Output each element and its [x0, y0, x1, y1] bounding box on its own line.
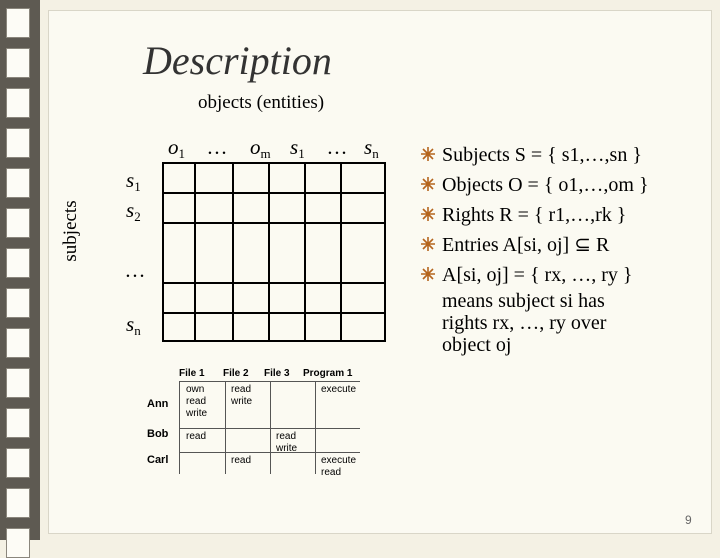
column-header: …: [208, 135, 227, 159]
definition-text: Rights R = { r1,…,rk }: [442, 204, 627, 226]
definition-item: [420, 230, 690, 260]
definition-continuation: means subject si has: [442, 290, 605, 312]
film-hole: [6, 208, 30, 238]
bullet-icon: [420, 176, 436, 192]
definition-item: [420, 200, 690, 230]
film-hole: [6, 248, 30, 278]
film-hole: [6, 488, 30, 518]
example-cell: read: [186, 431, 207, 442]
example-column-header: File 1: [179, 368, 205, 379]
example-cell: read: [321, 467, 342, 478]
example-column-header: Program 1: [303, 368, 353, 379]
bullet-icon: [420, 206, 436, 222]
film-hole: [6, 48, 30, 78]
example-row-label: Carl: [147, 454, 169, 466]
example-row-label: Ann: [147, 398, 169, 410]
example-access-matrix: [143, 364, 363, 476]
page-number: 9: [685, 513, 692, 527]
slide-title: Description: [143, 38, 332, 83]
film-hole: [6, 448, 30, 478]
column-header: …: [328, 135, 347, 159]
example-cell: read: [231, 455, 252, 466]
example-row-label: Bob: [147, 428, 169, 440]
example-column-header: File 3: [264, 368, 290, 379]
definition-item: [420, 170, 690, 200]
example-cell: execute: [321, 384, 357, 395]
film-hole: [6, 328, 30, 358]
grid-hline: [164, 192, 384, 194]
example-cell: read: [186, 396, 207, 407]
definition-item: [420, 140, 690, 170]
example-cell: read: [231, 384, 252, 395]
example-hline: [180, 452, 360, 453]
row-header: $s_n$: [126, 312, 141, 338]
filmstrip-border: [0, 0, 40, 540]
example-cell: read: [276, 431, 297, 442]
grid-hline: [164, 282, 384, 284]
film-hole: [6, 368, 30, 398]
grid-hline: [164, 222, 384, 224]
definition-continuation: object oj: [442, 334, 512, 356]
film-hole: [6, 408, 30, 438]
definition-text: Entries A[si, oj] ⊆ R: [442, 234, 610, 256]
film-hole: [6, 88, 30, 118]
film-hole: [6, 8, 30, 38]
example-table-box: [179, 381, 360, 478]
example-column-header: File 2: [223, 368, 249, 379]
example-hline: [180, 428, 360, 429]
objects-axis-label: objects (entities): [198, 92, 325, 113]
example-cell: write: [276, 443, 298, 454]
film-hole: [6, 128, 30, 158]
bullet-icon: [420, 236, 436, 252]
access-matrix-grid: [162, 162, 386, 342]
grid-hline: [164, 312, 384, 314]
example-cell: write: [231, 396, 253, 407]
example-cell: own: [186, 384, 205, 395]
column-header: $o_1$: [168, 135, 185, 161]
subjects-axis-label: subjects: [60, 200, 81, 262]
definition-item: [420, 260, 690, 356]
bullet-icon: [420, 266, 436, 282]
film-hole: [6, 528, 30, 558]
bullet-icon: [420, 146, 436, 162]
example-cell: write: [186, 408, 208, 419]
column-header: $o_m$: [250, 135, 271, 161]
definition-text: Subjects S = { s1,…,sn }: [442, 144, 642, 166]
definition-text: A[si, oj] = { rx, …, ry }: [442, 264, 633, 286]
row-header: $s_1$: [126, 168, 141, 194]
column-header: $s_1$: [290, 135, 305, 161]
example-cell: execute: [321, 455, 357, 466]
film-hole: [6, 168, 30, 198]
definition-text: Objects O = { o1,…,om }: [442, 174, 649, 196]
definition-continuation: rights rx, …, ry over: [442, 312, 607, 334]
column-header: $s_n$: [364, 135, 379, 161]
definitions-list: [420, 140, 690, 356]
film-hole: [6, 288, 30, 318]
row-header: $s_2$: [126, 198, 141, 224]
row-header: …: [126, 258, 145, 282]
